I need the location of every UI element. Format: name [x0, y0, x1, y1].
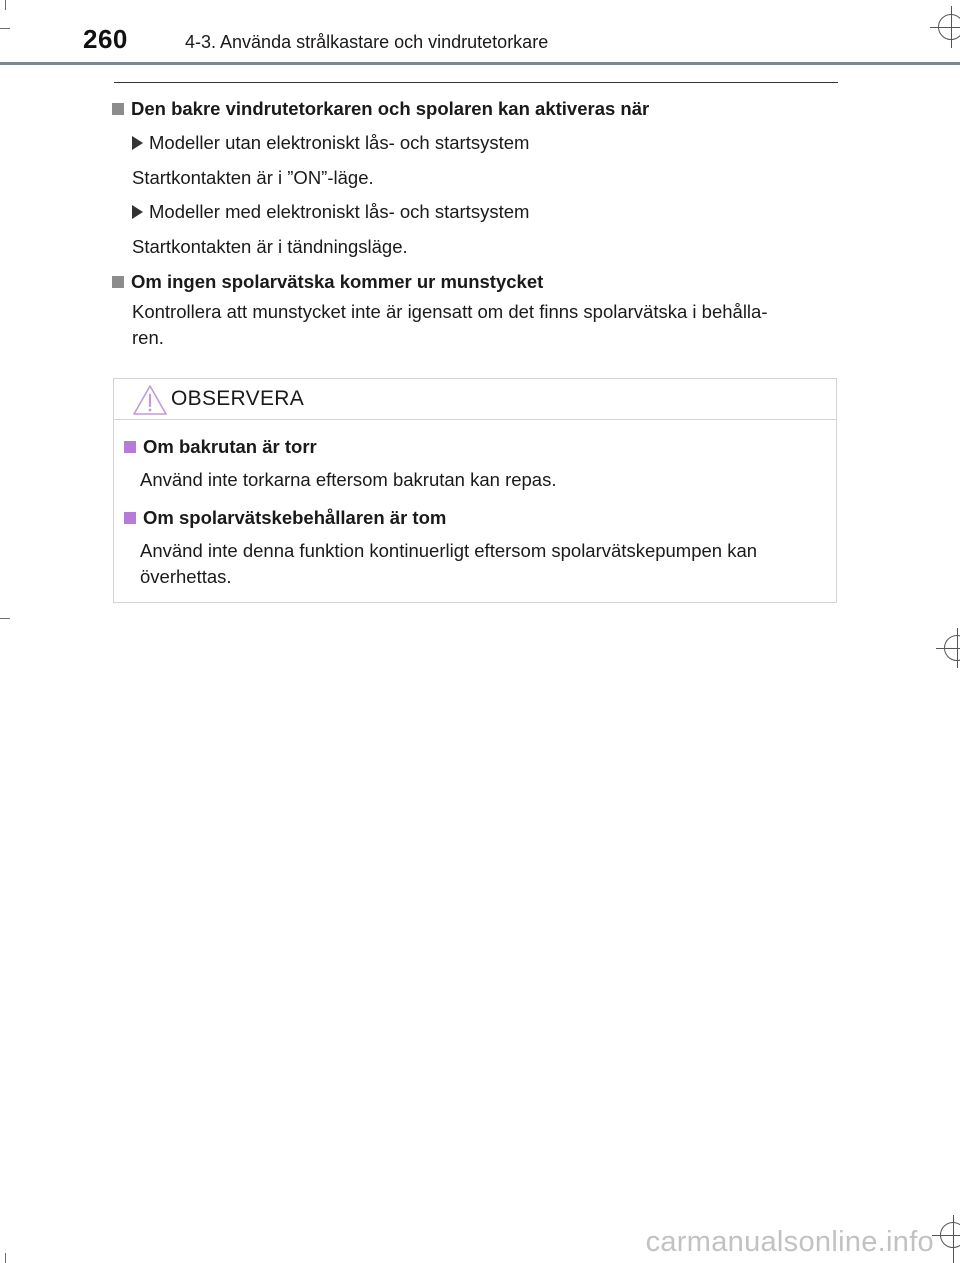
notice-header: [114, 379, 836, 420]
notice-body-line: överhettas.: [140, 566, 232, 587]
body-text-line: ren.: [132, 327, 164, 348]
warning-triangle-icon: [132, 384, 168, 416]
notice-heading-text: Om spolarvätskebehållaren är tom: [143, 507, 447, 528]
notice-bullet-icon: [124, 512, 136, 524]
notice-body-text: [124, 538, 829, 590]
notice-body-line: Använd inte denna funktion kontinuerligt eftersom spolarvätskepumpen kan: [140, 540, 758, 561]
crop-mark-bottom-left: [5, 1253, 6, 1263]
model-variant-label: Modeller utan elektroniskt lås- och startsystem: [149, 132, 530, 153]
notice-content: [124, 434, 829, 590]
notice-heading-dry-rear-window: [124, 434, 829, 460]
section-title: 4-3. Använda strålkastare och vindrutetorkare: [185, 32, 549, 52]
header-rule: [0, 62, 960, 65]
crop-mark-left-mid: [0, 618, 10, 619]
notice-heading-empty-reservoir: [124, 505, 829, 531]
triangle-bullet-icon: [132, 205, 143, 219]
watermark: carmanualsonline.info: [645, 1226, 934, 1258]
body-text-line: Kontrollera att munstycket inte är igensatt om det finns spolarvätska i behålla-: [132, 301, 768, 322]
section-heading-text: Om ingen spolarvätska kommer ur munstycket: [131, 271, 544, 292]
body-text: [112, 299, 842, 351]
page-header: [0, 0, 960, 68]
section-bullet-icon: [112, 103, 124, 115]
model-variant-label: Modeller med elektroniskt lås- och startsystem: [149, 201, 530, 222]
main-content: [112, 96, 842, 351]
notice-title: OBSERVERA: [171, 387, 305, 410]
body-text: Startkontakten är i tändningsläge.: [132, 236, 408, 257]
content-top-rule: [114, 82, 838, 83]
triangle-bullet-icon: [132, 136, 143, 150]
section-heading-rear-wiper: [112, 96, 842, 122]
model-variant-with-smart-key: [112, 199, 842, 225]
notice-bullet-icon: [124, 441, 136, 453]
section-heading-no-washer-fluid: [112, 269, 842, 295]
body-text: Startkontakten är i ”ON”-läge.: [132, 167, 374, 188]
page-number: 260: [83, 24, 128, 54]
section-bullet-icon: [112, 276, 124, 288]
notice-box: [113, 378, 837, 603]
registration-cross-bottom-right-v: [953, 1215, 954, 1263]
registration-cross-bottom-right-h: [932, 1235, 960, 1236]
section-heading-text: Den bakre vindrutetorkaren och spolaren kan aktiveras när: [131, 98, 650, 119]
notice-heading-text: Om bakrutan är torr: [143, 436, 317, 457]
model-variant-without-smart-key: [112, 130, 842, 156]
registration-cross-right-mid-v: [957, 628, 958, 668]
notice-body-text: Använd inte torkarna eftersom bakrutan kan repas.: [140, 469, 557, 490]
